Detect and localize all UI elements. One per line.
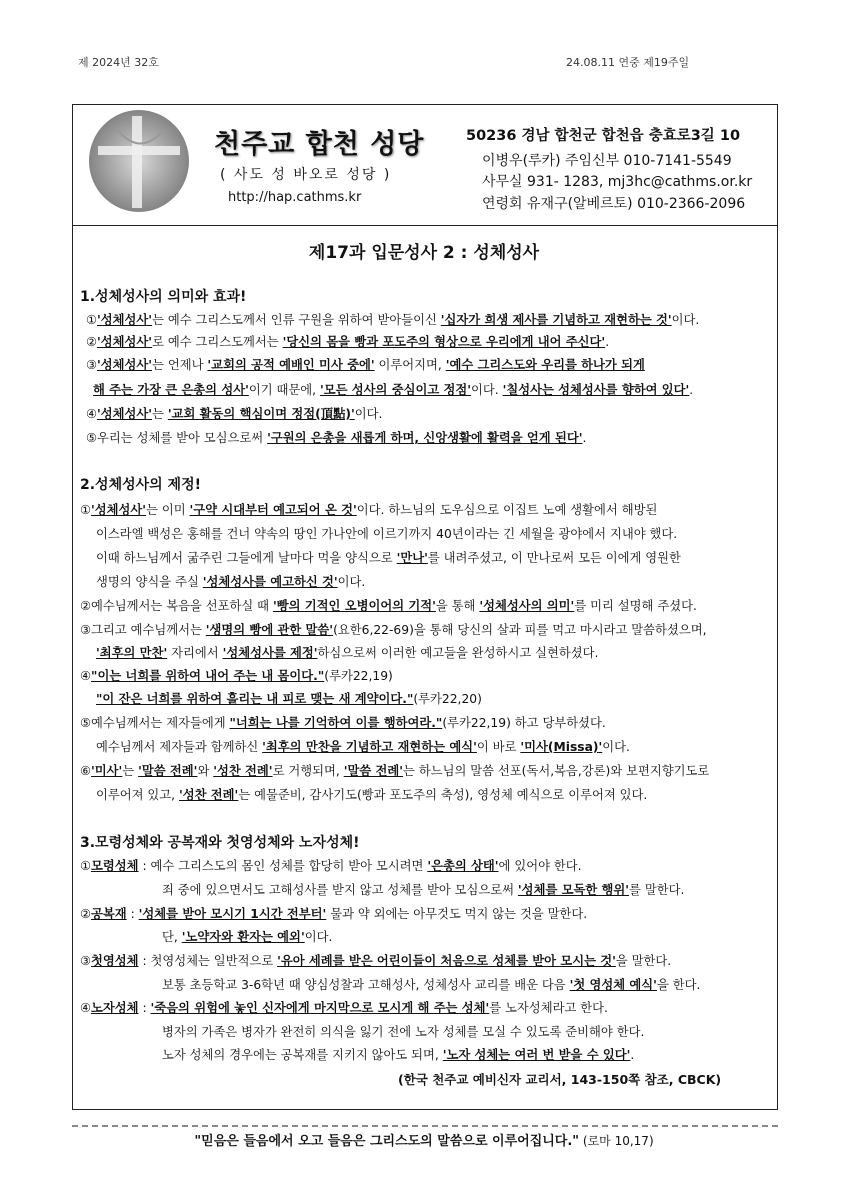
issue-number: 제 2024년 32호 [78,56,159,69]
section-2-heading: 2.성체성사의 제정! [80,477,201,493]
lesson-title: 제17과 입문성사 2 : 성체성사 [308,243,540,263]
s2-line-5: ②예수님께서는 복음을 선포하실 때 '빵의 기적인 오병이어의 기적'을 통해 '성체성사의 의미'를 미리 설명해 주셨다. [80,599,697,613]
s3-line-5: ③첫영성체 : 첫영성체는 일반적으로 '유아 세례를 받은 어린이들이 처음으로 성체를 받아 모시는 것'을 말한다. [80,954,672,968]
parish-url[interactable]: http://hap.cathms.kr [228,190,362,205]
s1-line-1: ①'성체성사'는 예수 그리스도께서 인류 구원을 위하여 받아들이신 '십자가 희생 제사를 기념하고 재현하는 것'이다. [86,313,700,327]
parish-address: 50236 경남 합천군 합천읍 충효로3길 10 [466,128,741,144]
section-1-heading: 1.성체성사의 의미와 효과! [80,289,247,305]
issue-date: 24.08.11 연중 제19주일 [566,56,690,69]
s3-line-7: ④노자성체 : '죽음의 위험에 놓인 신자에게 마지막으로 모시게 해 주는 성체'를 노자성체라고 한다. [80,1001,608,1015]
s3-line-2: 죄 중에 있으면서도 고해성사를 받지 않고 성체를 받아 모심으로써 '성체를 모독한 행위'를 말한다. [162,883,685,897]
s1-line-6: ⑤우리는 성체를 받아 모심으로써 '구원의 은총을 새롭게 하며, 신앙생활에 활력을 얻게 된다'. [86,431,587,445]
s2-line-1: ①'성체성사'는 이미 '구약 시대부터 예고되어 온 것'이다. 하느님의 도우심으로 이집트 노예 생활에서 해방된 [80,503,658,517]
footer-divider [72,1125,778,1127]
parish-subtitle: ( 사도 성 바오로 성당 ) [220,167,392,183]
s2-line-11: 예수님께서 제자들과 함께하신 '최후의 만찬을 기념하고 재현하는 예식'이 바로 '미사(Missa)'이다. [96,740,630,754]
s2-line-8: ④"이는 너희를 위하여 내어 주는 내 몸이다."(루카22,19) [80,669,393,683]
office-contact: 사무실 931- 1283, mj3hc@cathms.or.kr [482,174,753,190]
header-divider [72,225,778,226]
s2-line-7: '최후의 만찬' 자리에서 '성체성사를 제정'하심으로써 이러한 예고들을 완성하시고 실현하셨다. [96,646,599,660]
parish-name: 천주교 합천 성당 [214,129,425,160]
footer-quote: "믿음은 들음에서 오고 들음은 그리스도의 말씀으로 이루어집니다." (로마 10,17) [194,1134,654,1149]
s2-line-6: ③그리고 예수님께서는 '생명의 빵에 관한 말씀'(요한6,22-69)을 통해 당신의 살과 피를 먹고 마시라고 말씀하셨으며, [80,623,707,637]
s1-line-4: 해 주는 가장 큰 은총의 성사'이기 때문에, '모든 성사의 중심이고 정점'이다. '칠성사는 성체성사를 향하여 있다'. [93,383,694,397]
priest-contact: 이병우(루카) 주임신부 010-7141-5549 [482,153,732,169]
council-contact: 연령회 유재구(알베르토) 010-2366-2096 [482,196,746,212]
s3-line-8: 병자의 가족은 병자가 완전히 의식을 잃기 전에 노자 성체를 모실 수 있도록 준비해야 한다. [162,1025,645,1039]
s3-line-3: ②공복재 : '성체를 받아 모시기 1시간 전부터' 물과 약 외에는 아무것도 먹지 않는 것을 말한다. [80,907,588,921]
s3-line-9: 노자 성체의 경우에는 공복재를 지키지 않아도 되며, '노자 성체는 여러 번 받을 수 있다'. [162,1048,635,1062]
s2-line-10: ⑤예수님께서는 제자들에게 "너희는 나를 기억하여 이를 행하여라."(루카22,19) 하고 당부하셨다. [80,716,606,730]
s2-line-2: 이스라엘 백성은 홍해를 건너 약속의 땅인 가나안에 이르기까지 40년이라는 긴 세월을 광야에서 지내야 했다. [96,527,678,541]
section-3-heading: 3.모령성체와 공복재와 첫영성체와 노자성체! [80,835,360,851]
s2-line-3: 이때 하느님께서 굶주린 그들에게 날마다 먹을 양식으로 '만나'를 내려주셨고, 이 만나로써 모든 이에게 영원한 [96,551,681,565]
s2-line-9: "이 잔은 너희를 위하여 흘리는 내 피로 맺는 새 계약이다."(루카22,20) [96,692,482,706]
s2-line-13: 이루어져 있고, '성찬 전례'는 예물준비, 감사기도(빵과 포도주의 축성), 영성체 예식으로 이루어져 있다. [96,788,648,802]
s1-line-5: ④'성체성사'는 '교회 활동의 핵심이며 정점(頂點)'이다. [86,407,383,421]
s3-line-1: ①모령성체 : 예수 그리스도의 몸인 성체를 합당히 받아 모시려면 '은총의 상태'에 있어야 한다. [80,859,582,873]
s3-line-4: 단, '노약자와 환자는 예외'이다. [162,930,333,944]
s1-line-3: ③'성체성사'는 언제나 '교회의 공적 예배인 미사 중에' 이루어지며, '예수 그리스도와 우리를 하나가 되게 [86,358,645,372]
s2-line-4: 생명의 양식을 주실 '성체성사를 예고하신 것'이다. [96,575,366,589]
reference-citation: (한국 천주교 예비신자 교리서, 143-150쪽 참조, CBCK) [398,1072,722,1087]
parish-logo [86,108,192,214]
s3-line-6: 보통 초등학교 3-6학년 때 양심성찰과 고해성사, 성체성사 교리를 배운 다음 '첫 영성체 예식'을 한다. [162,978,701,992]
s1-line-2: ②'성체성사'로 예수 그리스도께서는 '당신의 몸을 빵과 포도주의 형상으로 우리에게 내어 주신다'. [86,335,610,349]
s2-line-12: ⑥'미사'는 '말씀 전례'와 '성찬 전례'로 거행되며, '말씀 전례'는 하느님의 말씀 선포(독서,복음,강론)와 보편지향기도로 [80,764,710,778]
